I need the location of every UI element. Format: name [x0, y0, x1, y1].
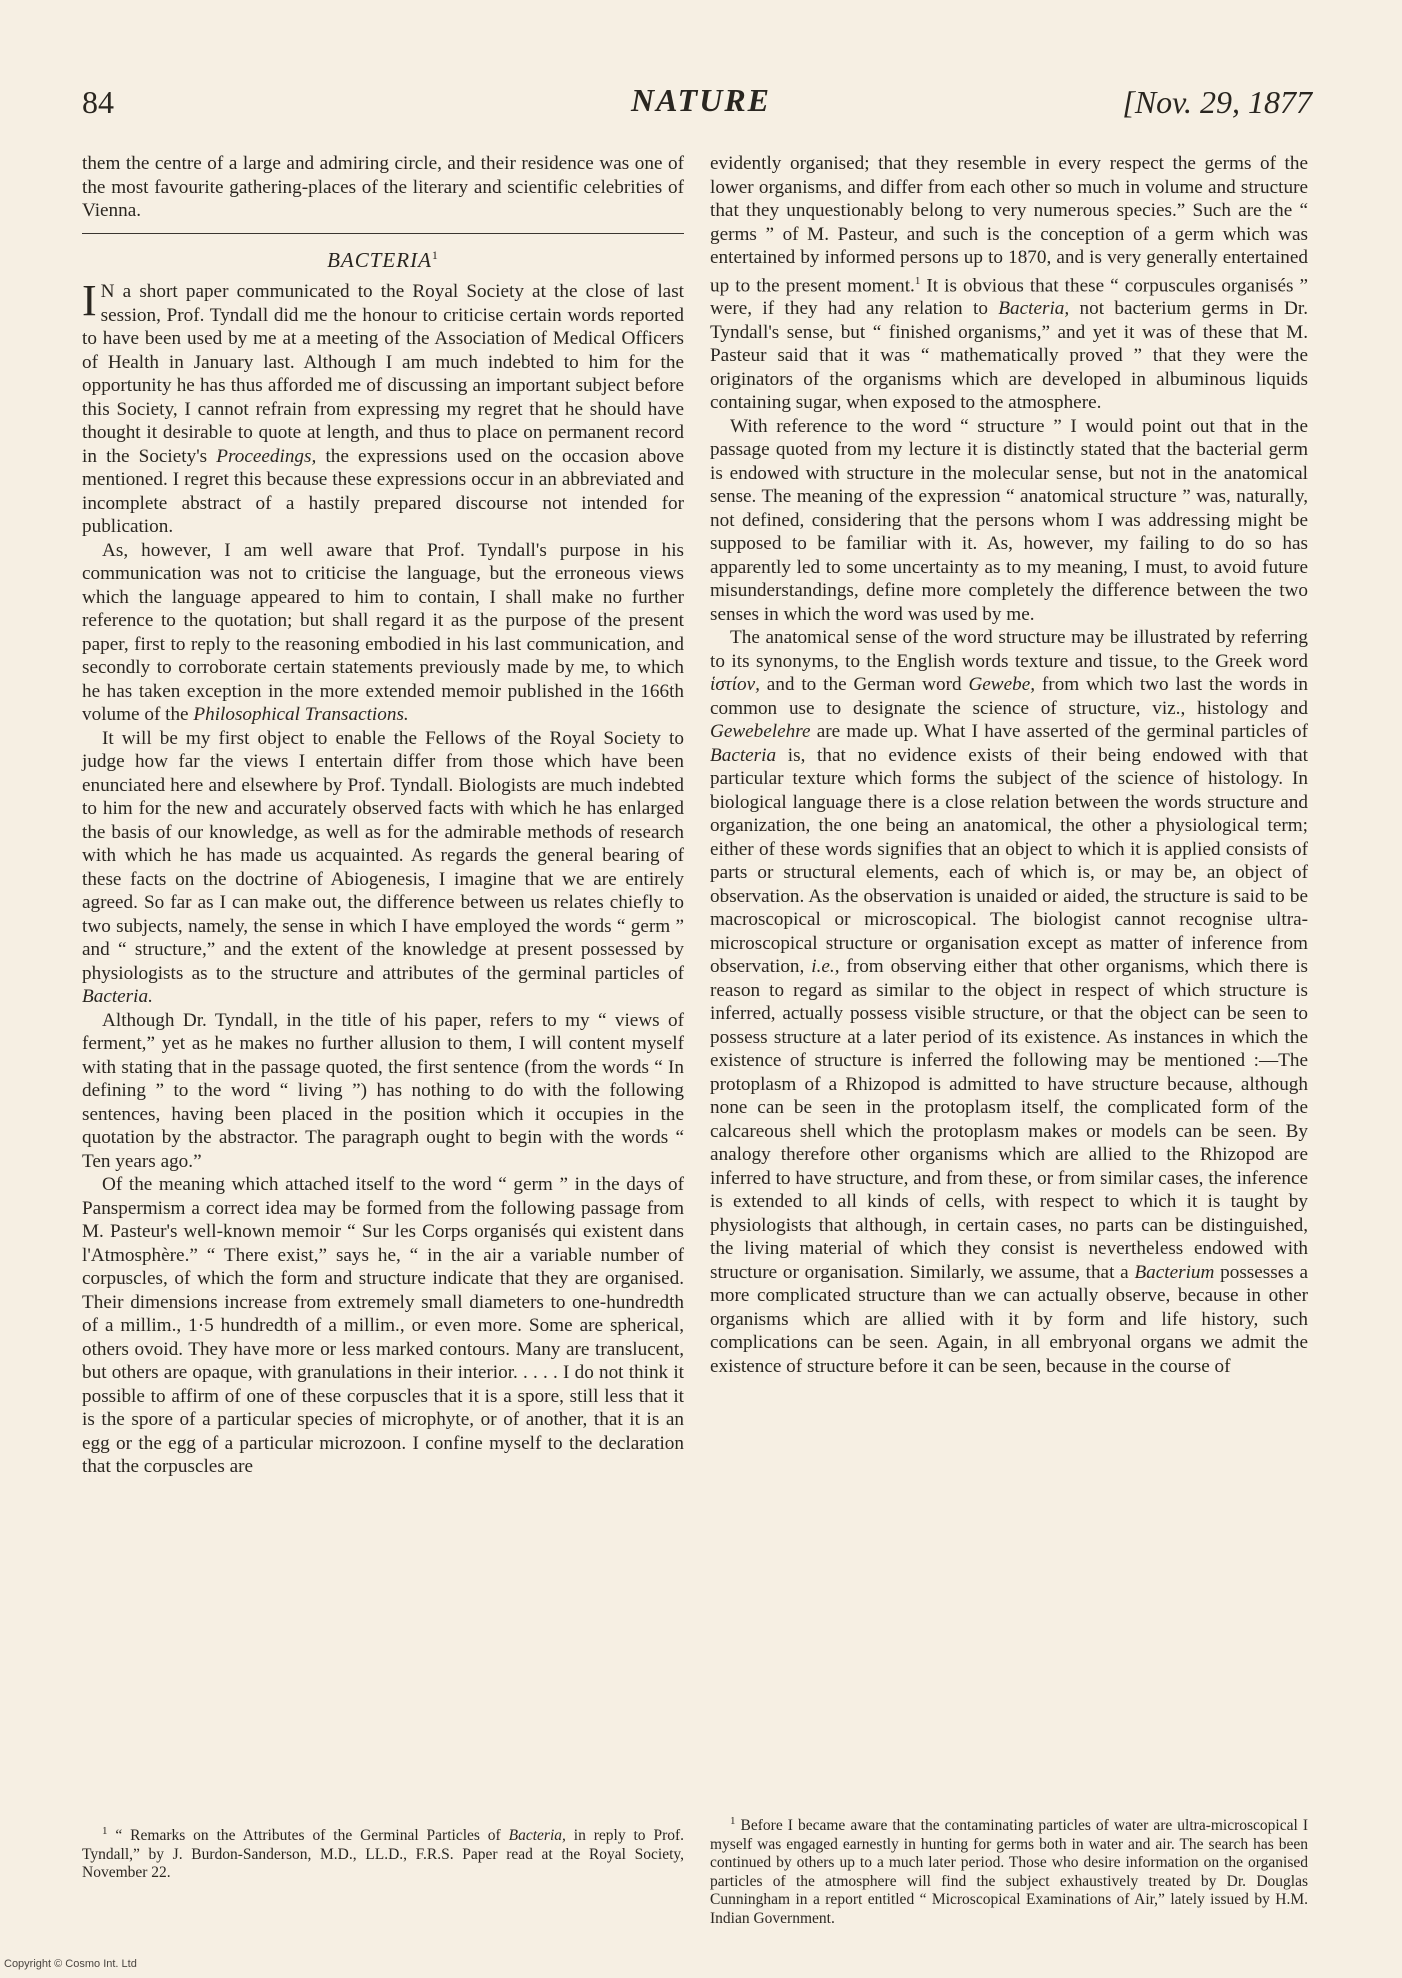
paragraph-2: As, however, I am well aware that Prof. Tyndall's purpose in his communication was not to criticise the language, but the erroneous views which the language appeared to him to contain, I shall make no further reference to the quotation; but shall regard it as the purpose of the present paper, first to reply to the reasoning embodied in his last communication, and secondly to corroborate certain statements previously made by me, to which he has taken exception in the more extended memoir published in the 166th volume of the Philosophical Transactions.	[82, 539, 684, 725]
right-paragraph-2: With reference to the word “ structure ” I would point out that in the passage quoted from my lecture it is distinctly stated that the bacterial germ is endowed with structure in the molecular sense, but not in the anatomical sense. The meaning of the expression “ anatomical structure ” was, naturally, not defined, considering that the persons whom I was addressing might be supposed to be familiar with it. As, however, my failing to do so has apparently led to some uncertainty as to my meaning, I must, to avoid future misunderstandings, define more completely the difference between the two senses in which the word was used by me.	[710, 415, 1308, 625]
paragraph-5: Of the meaning which attached itself to the word “ germ ” in the days of Panspermism a correct idea may be formed from the following passage from M. Pasteur's well-known memoir “ Sur les Corps organisés qui existent dans l'Atmosphère.” “ There exist,” says he, “ in the air a variable number of corpuscles, of which the form and structure indicate that they are organised. Their dimensions increase from extremely small diameters to one-hundredth of a millim., 1·5 hundredth of a millim., or even more. Some are spherical, others ovoid. They have more or less marked contours. Many are translucent, but others are opaque, with granulations in their interior. . . . . I do not think it possible to affirm of one of these corpuscles that it is a spore, still less that it is the spore of a particular species of microphyte, or of another, that it is an egg or the egg of a particular microzoon. I confine myself to the declaration that the corpuscles are	[82, 1174, 684, 1477]
right-paragraph-1: evidently organised; that they resemble in every respect the germs of the lower organisms, and differ from each other so much in volume and structure that they unquestionably belong to very numerous species.” Such are the “ germs ” of M. Pasteur, and such is the conception of a germ which was entertained by informed persons up to 1870, and is very generally entertained up to the present moment.$^1$ It is obvious that these “ corpuscules organisés ” were, if they had any relation to Bacteria, not bacterium germs in Dr. Tyndall's sense, but “ finished organisms,” and yet it was of these that M. Pasteur said that it was “ mathematically proved ” that they were the originators of the organisms which are developed in albuminous liquids containing sugar, when exposed to the atmosphere.	[710, 153, 1309, 414]
paragraph-3: It will be my first object to enable the Fellows of the Royal Society to judge how far the views I entertain differ from those which have been enunciated here and elsewhere by Prof. Tyndall. Biologists are much indebted to him for the new and accurately observed facts with which he has enlarged the basis of our knowledge, as well as for the admirable methods of research with which he has made us acquainted. As regards the general bearing of these facts on the doctrine of Abiogenesis, I imagine that we are entirely agreed. So far as I can make out, the difference between us relates chiefly to two subjects, namely, the sense in which I have employed the words “ germ ” and “ structure,” and the extent of the knowledge at present possessed by physiologists as to the structure and attributes of the germinal particles of Bacteria.	[82, 727, 684, 1007]
footnote-text: $^1$ “ Remarks on the Attributes of the Germinal Particles of Bacteria, in reply to Prof. Tyndall,” by J. Burdon-Sanderson, M.D., LL.D., F.R.S. Paper read at the Royal Society, November 22.	[82, 1825, 685, 1882]
copyright-notice: Copyright © Cosmo Int. Ltd	[4, 1958, 137, 1970]
continuation-paragraph: them the centre of a large and admiring circle, and their residence was one of the most favourite gathering-places of the literary and scientific celebrities of Vienna.	[82, 153, 684, 221]
issue-date: [Nov. 29, 1877	[1122, 84, 1312, 120]
left-column	[82, 152, 684, 1479]
right-column	[710, 152, 1308, 1378]
left-footnote	[82, 1822, 684, 1883]
section-divider	[82, 233, 684, 234]
footnote-text: $^1$ Before I became aware that the contaminating particles of water are ultra-microscopical I myself was engaged earnestly in hunting for germs both in water and air. The search has been continued by others up to a much later period. Those who desire information on the organised particles of the atmosphere will find the subject exhaustively treated by Dr. Douglas Cunningham in a report entitled “ Microscopical Examinations of Air,” lately issued by H.M. Indian Government.	[710, 1815, 1309, 1927]
article-title: BACTERIA$^1$	[327, 247, 439, 272]
title-footnote-marker: 1	[431, 247, 439, 262]
page-number: 84	[82, 84, 114, 120]
right-paragraph-3: The anatomical sense of the word structure may be illustrated by referring to its synonyms, to the English words texture and tissue, to the Greek word ἱστίον, and to the German word Gewebe, from which two last the words in common use to designate the science of structure, viz., histology and Gewebelehre are made up. What I have asserted of the germinal particles of Bacteria is, that no evidence exists of their being endowed with that particular texture which forms the subject of the science of histology. In biological language there is a close relation between the words structure and organization, the one being an anatomical, the other a physiological term; either of these words signifies that an object to which it is applied consists of parts or structural elements, each of which is, or may be, an object of observation. As the observation is unaided or aided, the structure is said to be macroscopical or microscopical. The biologist cannot recognise ultra-microscopical structure or organisation except as matter of inference from observation, i.e., from observing either that other organisms, which there is reason to regard as similar to the object in respect of which structure is inferred, actually possess visible structure, or that the object can be seen to possess structure at a later period of its existence. As instances in which the existence of structure is inferred the following may be mentioned :—The protoplasm of a Rhizopod is admitted to have structure because, although none can be seen in the protoplasm itself, the complicated form of the calcareous shell which the protoplasm makes or models can be seen. By analogy therefore other organisms which are allied to the Rhizopod are inferred to have structure, and from these, or from similar cases, the inference is extended to all kinds of cells, with respect to which it is taught by physiologists that although, in certain cases, no parts can be distinguished, the living material of which they consist is nevertheless endowed with structure or organisation. Similarly, we assume, that a Bacterium possesses a more complicated structure than we can actually observe, because in other organisms which are allied with it by form and life history, such complications can be seen. Again, in all embryonal organs we admit the existence of structure before it can be seen, because in the course of	[710, 627, 1309, 1377]
footnote-marker: 1	[914, 274, 921, 287]
paragraph-1: I N a short paper communicated to the Royal Society at the close of last session, Prof. Tyndall did me the honour to criticise certain words reported to have been used by me at a meeting of the Association of Medical Officers of Health in January last. Although I am much indebted to him for the opportunity he has thus afforded me of discussing an important subject before this Society, I cannot refrain from expressing my regret that he should have thought it desirable to quote at length, and thus to place on permanent record in the Society's Proceedings, the expressions used on the occasion above mentioned. I regret this because these expressions occur in an abbreviated and incomplete abstract of a hastily prepared discourse not intended for publication.	[82, 276, 685, 537]
right-footnote	[710, 1812, 1308, 1928]
journal-title: NATURE	[630, 82, 772, 118]
paragraph-4: Although Dr. Tyndall, in the title of his paper, refers to my “ views of ferment,” yet as he makes no further allusion to them, I will content myself with stating that in the passage quoted, the first sentence (from the words “ In defining ” to the word “ living ”) has nothing to do with the following sentences, having been placed in the position which it occupies in the quotation by the abstractor. The paragraph ought to begin with the words “ Ten years ago.”	[82, 1009, 684, 1172]
drop-cap: I	[82, 276, 97, 325]
